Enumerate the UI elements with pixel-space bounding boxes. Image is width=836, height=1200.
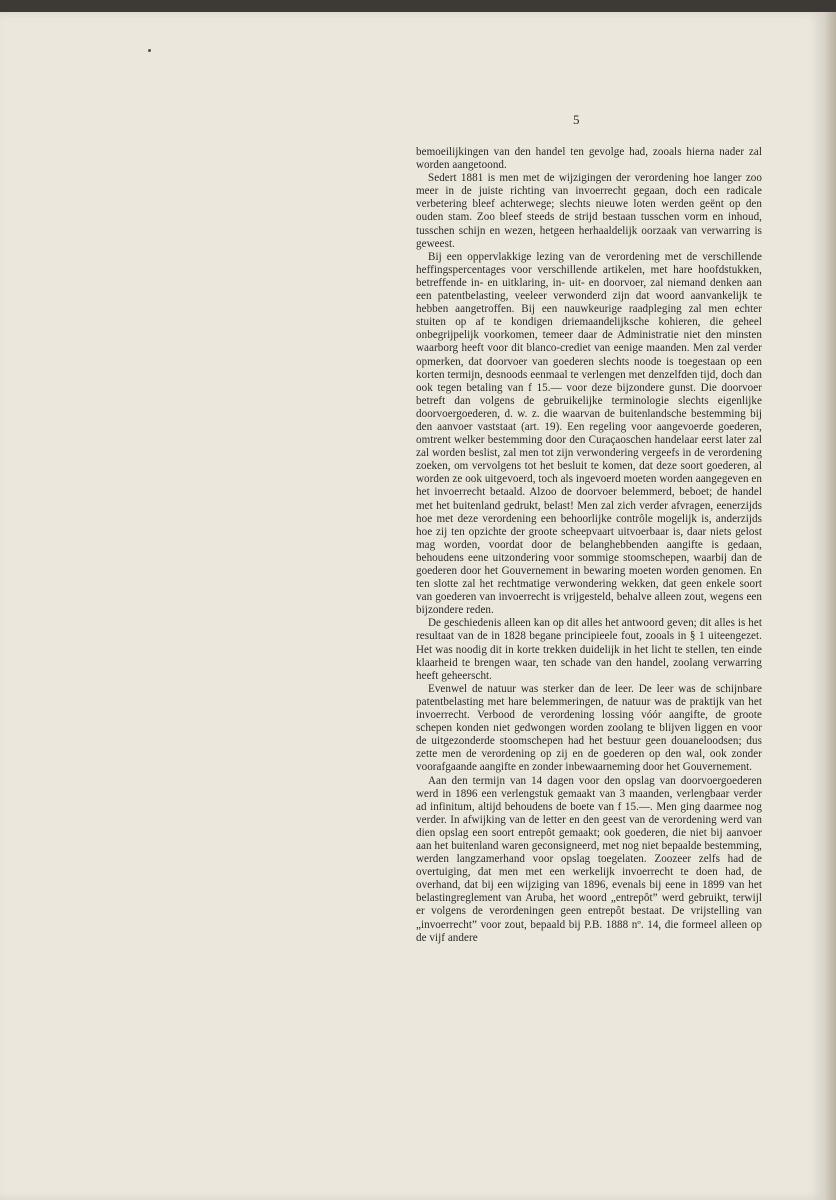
paragraph-5: Evenwel de natuur was sterker dan de leer. De leer was de schijnbare patentbelasting met hare belemmeringen, de natuur was de praktijk van het invoerrecht. Verbood de verordening lossing vóór aangifte, de groote schepen konden niet gedwongen worden zoolang te blijven liggen en voor de uitgezonderde stoomschepen had het bestuur geen douaneloodsen; dus zette men de verordening op zij en de goederen op den wal, ook zonder voorafgaande aangifte en zonder inbewaarneming door het Gouvernement. (416, 682, 762, 774)
body-text-column (416, 146, 762, 945)
paragraph-3: Bij een oppervlakkige lezing van de verordening met de verschillende heffingspercentages voor verschillende artikelen, met hare hoofdstukken, betreffende in- en uitklaring, in- uit- en doorvoer, zal niemand denken aan een patentbelasting, veeleer verwonderd zijn dat woord aanvankelijk te hebben aangetroffen. Bij een nauwkeurige raadpleging zal men echter stuiten op af te kondigen driemaandelijksche kohieren, die geheel onbegrijpelijk voorkomen, temeer daar de Administratie niet den minsten waarborg heeft voor dit blanco-crediet van eenige maanden. Men zal verder opmerken, dat doorvoer van goederen slechts noode is toegestaan op een korten termijn, desnoods eenmaal te verlengen met denzelfden tijd, doch dan ook tegen betaling van f 15.— voor deze bijzondere gunst. Die doorvoer betreft dan volgens de gebruikelijke terminologie slechts eigenlijke doorvoergoederen, d. w. z. die waarvan de buitenlandsche bestemming bij den aanvoer vaststaat (art. 19). Een regeling voor aangevoerde goederen, omtrent welker bestemming door den Curaçaoschen handelaar eerst later zal zal worden beslist, zal men tot zijn verwondering vergeefs in de verordening zoeken, om vervolgens tot het besluit te komen, dat deze soort goederen, al worden ze ook uitgevoerd, toch als ingevoerd moeten worden aangegeven en het invoerrecht betaald. Alzoo de doorvoer belemmerd, beboet; de handel met het buitenland gedrukt, belast! Men zal zich verder afvragen, eenerzijds hoe met deze verordening een behoorlijke contrôle mogelijk is, anderzijds hoe zij ten opzichte der groote scheepvaart uitvoerbaar is, daar niets gelost mag worden, voordat door de belanghebbenden aangifte is gedaan, behoudens eene uitzondering voor sommige stoomschepen, waarbij dan de goederen door het Gouvernement in bewaring moeten worden genomen. En ten slotte zal het rechtmatige verwondering wekken, dat geen enkele soort van goederen van invoerrecht is vrijgesteld, behalve alleen zout, wegens een bijzondere reden. (416, 250, 762, 617)
paragraph-4: De geschiedenis alleen kan op dit alles het antwoord geven; dit alles is het resultaat van de in 1828 begane principieele fout, zooals in § 1 uiteengezet. Het was noodig dit in korte trekken duidelijk in het licht te stellen, ten einde klaarheid te brengen waar, ten schade van den handel, zoolang verwarring heeft geheerscht. (416, 617, 762, 682)
paragraph-1: bemoeilijkingen van den handel ten gevolge had, zooals hierna nader zal worden aangetoond. (416, 146, 762, 172)
page-edge (824, 12, 836, 1200)
paragraph-2: Sedert 1881 is men met de wijzigingen der verordening hoe langer zoo meer in de juiste richting van invoerrecht gegaan, doch een radicale verbetering bleef achterwege; slechts nieuwe loten werden geënt op den ouden stam. Zoo bleef steeds de strijd bestaan tusschen vorm en inhoud, tusschen schijn en wezen, hetgeen herhaaldelijk oorzaak van verwarring is geweest. (416, 172, 762, 250)
page-number: 5 (573, 112, 580, 127)
paragraph-6: Aan den termijn van 14 dagen voor den opslag van doorvoergoederen werd in 1896 een verlengstuk gemaakt van 3 maanden, verlengbaar verder ad infinitum, altijd behoudens de boete van f 15.—. Men ging daarmee nog verder. In afwijking van de letter en den geest van de verordening werd van dien opslag een soort entrepôt gemaakt; ook goederen, die niet bij aanvoer aan het buitenland waren geconsigneerd, met nog niet bepaalde bestemming, werden langzamerhand voor opslag toegelaten. Zoozeer zelfs had de overtuiging, dat men met een werkelijk invoerrecht te doen had, de overhand, dat bij een wijziging van 1896, evenals bij eene in 1899 van het belastingreglement van Aruba, het woord „entrepôt” werd gebruikt, terwijl er volgens de verordeningen geen entrepôt bestaat. De vrijstelling van „invoerrecht” voor zout, bepaald bij P.B. 1888 nº. 14, die formeel alleen op de vijf andere (416, 774, 762, 944)
